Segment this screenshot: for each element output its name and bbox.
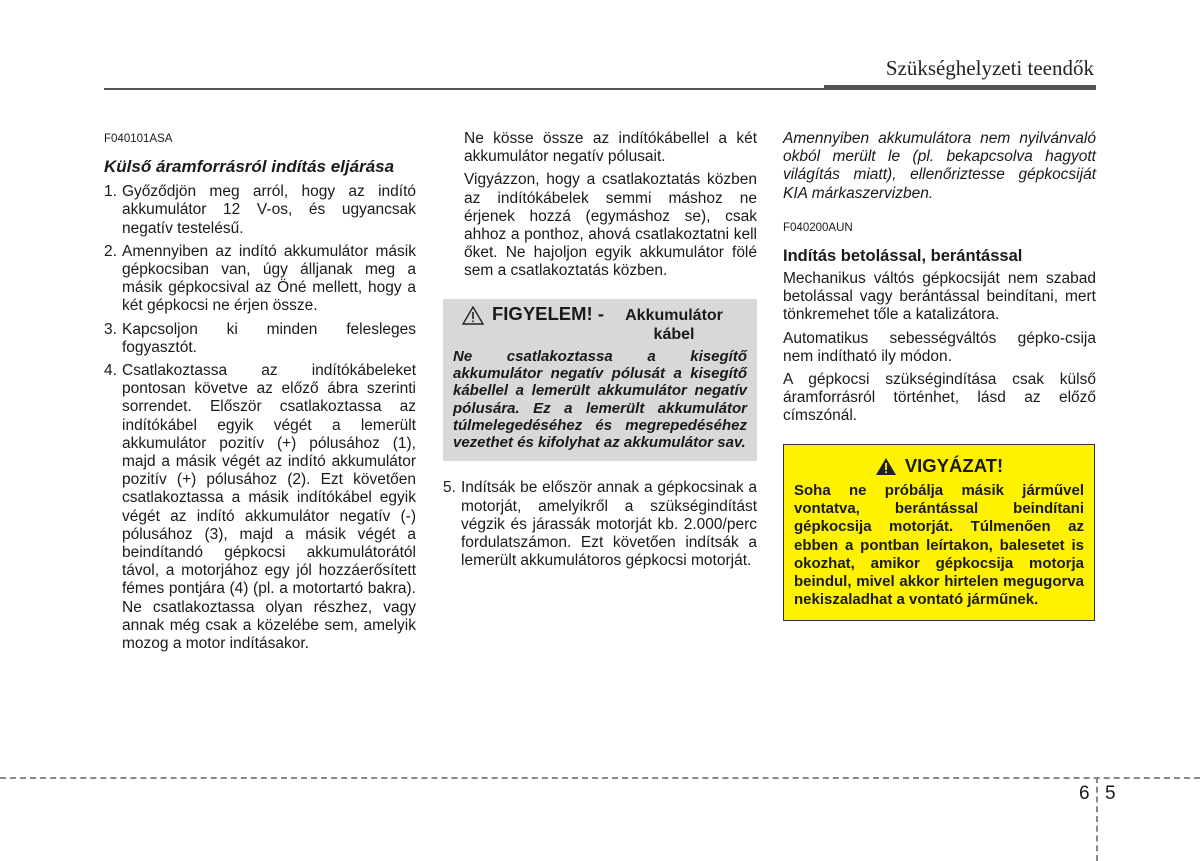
warning-heading xyxy=(453,302,747,344)
caution-text: Soha ne próbálja másik járművel vontatva, berántással beindítani gépkocsija motorját. Túlmenően az ebben a pontban leírtakon, balesetet is okozhat, amikor gépkocsija motorja beindul, mivel akkor hirtelen megugorva nekiszaladhat a vontató járműnek. xyxy=(794,481,1084,609)
warning-text: Ne csatlakoztassa a kisegítő akkumulátor negatív pólusát a kisegítő kábellel a lemerült akkumulátor negatív pólusára. Ez a lemerült akkumulátor túlmelegedéséhez és megrepedéséhez vezethet és kifolyhat az akkumulátor sav. xyxy=(453,347,747,452)
steps-list xyxy=(104,183,416,653)
section-code: F040200AUN xyxy=(783,221,853,234)
list-item xyxy=(104,243,416,316)
chapter-number: 6 xyxy=(1079,783,1090,804)
steps-list-continued xyxy=(443,479,757,570)
paragraph: Ne kösse össze az indítókábellel a két akkumulátor negatív pólusait. xyxy=(464,130,757,166)
section-heading: Indítás betolással, berántással xyxy=(783,247,1023,266)
header-rule-accent xyxy=(824,85,1096,90)
caution-box xyxy=(783,444,1095,621)
warning-triangle-icon xyxy=(462,306,484,330)
list-item-text: Amennyiben az indító akkumulátor másik gépkocsiban van, úgy álljanak meg a másik gépkocsival az Öné mellett, hogy a két gépkocsi ne érjen össze. xyxy=(122,242,416,315)
column-right xyxy=(783,130,1096,621)
list-item-number: 3. xyxy=(104,320,117,338)
section-heading: Külső áramforrásról indítás eljárása xyxy=(104,157,395,177)
list-item xyxy=(104,183,416,238)
list-item-number: 1. xyxy=(104,183,117,201)
list-item xyxy=(104,362,416,653)
page-header-title: Szükséghelyzeti teendők xyxy=(885,56,1094,80)
caution-heading xyxy=(794,457,1084,476)
paragraph: Vigyázzon, hogy a csatlakoztatás közben az indítókábelek semmi máshoz ne érjenek hozzá (egymáshoz se), csak ahhoz a ponthoz, ahová csatlakoztatni kell őket. Ne hajoljon egyik akkumulátor fölé sem a csatlakoztatás közben. xyxy=(464,171,757,280)
list-item-text: Indítsák be először annak a gépkocsinak a motorját, amelyikről a szükségindítást végzik és járassák motorját kb. 2.000/perc fordulatszámon. Ezt követően indítsák a lemerült akkumulátoros gépkocsi motorját. xyxy=(461,479,757,570)
column-left xyxy=(104,130,416,658)
italic-note: Amennyiben akkumulátora nem nyilvánvaló okból merült le (pl. bekapcsolva hagyott világítás miatt), ellenőriztesse gépkocsiját KIA márkaszervizben. xyxy=(783,130,1096,202)
list-item-number: 5. xyxy=(443,479,456,497)
list-item-text: Kapcsoljon ki minden felesleges fogyasztót. xyxy=(122,320,416,356)
column-middle xyxy=(443,130,757,575)
section-code: F040101ASA xyxy=(104,133,173,145)
footer-divider xyxy=(0,777,1200,779)
list-item xyxy=(443,479,757,570)
list-item-text: Csatlakoztassa az indítókábeleket pontosan követve az előző ábra szerinti sorrendet. Először csatlakoztassa az indítókábel egyik végét a lemerült akkumulátor pozitív (+) pólusához (1), majd a másik végét az indító akkumulátor pozitív (+) pólusához (2). Ezt követően csatlakoztassa a másik indítókábel egyik végét az indító akkumulátor negatív (-) pólusához (3), majd a másik végét a beindítandó gépkocsi akkumulátorától távol, a motorjához egy jól hozzáerősített fémes pontjára (4) (pl. a motortartó bakra). Ne csatlakoztassa olyan részhez, vagy annak még csak a közelébe sem, amelyik mozog a motor indításakor. xyxy=(122,362,416,653)
paragraph: Mechanikus váltós gépkocsiját nem szabad betolással vagy berántással beindítani, mert tönkremehet tőle a katalizátora. xyxy=(783,270,1096,324)
paragraph: A gépkocsi szükségindítása csak külső áramforrásról történhet, lásd az előző címszónál. xyxy=(783,371,1096,425)
footer-vertical-divider xyxy=(1096,777,1098,861)
warning-box xyxy=(443,299,757,462)
page-number: 5 xyxy=(1105,783,1116,804)
list-item-text: Győződjön meg arról, hogy az indító akkumulátor 12 V-os, és ugyancsak negatív testelésű. xyxy=(122,183,416,237)
list-item xyxy=(104,321,416,357)
warning-title: FIGYELEM! - xyxy=(491,302,605,324)
warning-subtitle: Akkumulátor kábel xyxy=(625,306,723,343)
paragraph: Automatikus sebességváltós gépko-csija nem indítható ily módon. xyxy=(783,329,1096,365)
list-item-number: 2. xyxy=(104,242,117,260)
caution-triangle-icon xyxy=(875,457,897,476)
list-item-number: 4. xyxy=(104,362,117,380)
caution-title: VIGYÁZAT! xyxy=(904,455,1004,477)
